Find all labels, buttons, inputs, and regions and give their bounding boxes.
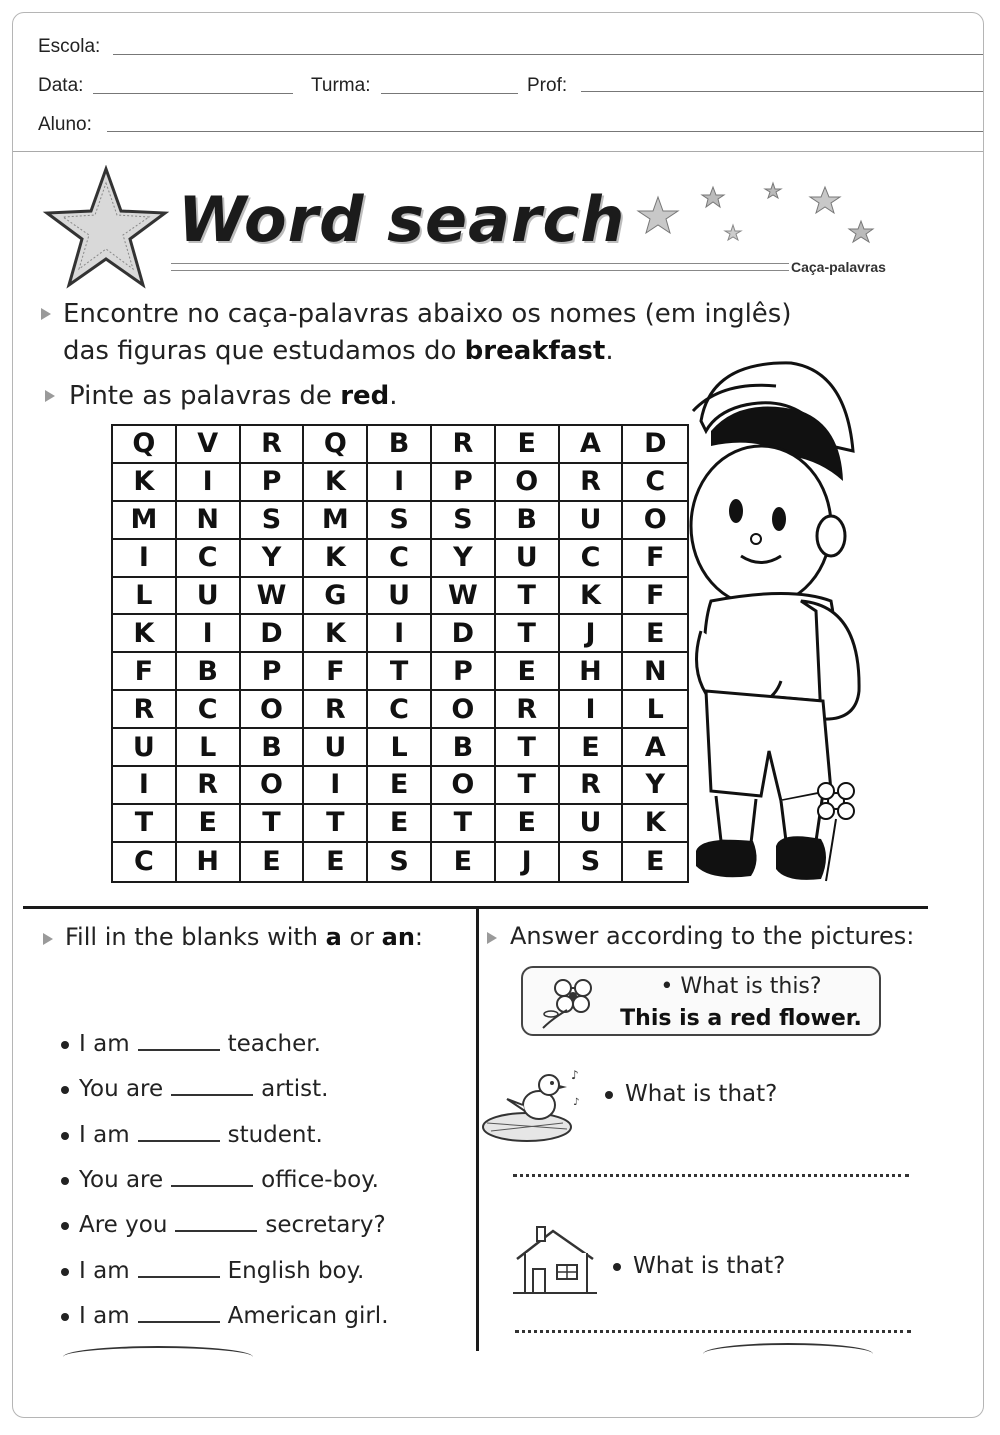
example-question-text: What is this?: [680, 974, 822, 999]
grid-cell[interactable]: D: [241, 615, 305, 653]
boy-illustration-icon: [681, 351, 871, 911]
grid-cell[interactable]: B: [432, 729, 496, 767]
grid-cell[interactable]: L: [177, 729, 241, 767]
grid-cell[interactable]: E: [623, 615, 687, 653]
house-icon: [513, 1225, 597, 1297]
grid-cell[interactable]: F: [623, 578, 687, 616]
fill-heading-text: Fill in the blanks with: [65, 923, 326, 951]
grid-cell[interactable]: C: [368, 540, 432, 578]
fill-item-after: English boy.: [227, 1258, 365, 1284]
grid-cell[interactable]: T: [496, 615, 560, 653]
grid-cell[interactable]: T: [304, 805, 368, 843]
grid-cell[interactable]: B: [496, 502, 560, 540]
example-answer: This is a red flower.: [620, 1006, 862, 1031]
date-field[interactable]: [93, 93, 293, 94]
grid-cell[interactable]: F: [113, 653, 177, 691]
grid-cell[interactable]: R: [177, 767, 241, 805]
grid-cell[interactable]: W: [432, 578, 496, 616]
bird-nest-icon: [477, 1065, 587, 1145]
grid-cell[interactable]: S: [368, 843, 432, 881]
word-search-grid: [111, 424, 689, 883]
grid-cell[interactable]: R: [496, 691, 560, 729]
decorative-curve: [703, 1343, 873, 1365]
grid-cell[interactable]: M: [113, 502, 177, 540]
bullet-dot: [61, 1177, 69, 1185]
grid-cell[interactable]: I: [177, 615, 241, 653]
answer-line-1[interactable]: [513, 1174, 909, 1177]
bullet-dot: [61, 1132, 69, 1140]
worksheet: [12, 12, 984, 1418]
grid-cell[interactable]: S: [368, 502, 432, 540]
grid-cell[interactable]: T: [113, 805, 177, 843]
grid-cell[interactable]: V: [177, 426, 241, 464]
fill-item-before: I am: [79, 1031, 130, 1057]
grid-cell[interactable]: E: [496, 805, 560, 843]
fill-heading-colon: :: [414, 923, 424, 951]
fill-item: [61, 1031, 321, 1057]
grid-cell[interactable]: N: [177, 502, 241, 540]
instruction-line-1: [63, 296, 792, 332]
svg-text:♪: ♪: [573, 1097, 580, 1108]
grid-cell[interactable]: E: [304, 843, 368, 881]
decorative-stars-icon: [633, 181, 933, 271]
fill-item-before: I am: [79, 1258, 130, 1284]
fill-item-before: I am: [79, 1303, 130, 1329]
grid-cell[interactable]: P: [241, 653, 305, 691]
fill-blank[interactable]: [175, 1212, 257, 1232]
example-question: • What is this?: [660, 974, 822, 999]
grid-cell[interactable]: R: [304, 691, 368, 729]
grid-cell[interactable]: Y: [432, 540, 496, 578]
instruction-text-2: das figuras que estudamos do: [63, 336, 465, 366]
fill-section-heading: [65, 923, 423, 951]
page-title: Word search: [178, 183, 626, 256]
grid-cell[interactable]: R: [432, 426, 496, 464]
grid-cell[interactable]: O: [241, 691, 305, 729]
instruction-text-3: Pinte as palavras de: [69, 381, 341, 411]
fill-blank[interactable]: [138, 1122, 220, 1142]
fill-item-before: Are you: [79, 1212, 168, 1238]
bullet-dot: [61, 1313, 69, 1321]
grid-cell[interactable]: T: [496, 578, 560, 616]
bullet-arrow-icon: [41, 308, 51, 320]
grid-cell[interactable]: U: [113, 729, 177, 767]
grid-cell[interactable]: R: [560, 464, 624, 502]
fill-item-before: I am: [79, 1122, 130, 1148]
instruction-text-2-end: .: [605, 336, 614, 366]
grid-cell[interactable]: C: [623, 464, 687, 502]
grid-cell[interactable]: K: [304, 464, 368, 502]
school-label: Escola:: [38, 36, 101, 57]
fill-item: [61, 1303, 389, 1329]
grid-cell[interactable]: W: [241, 578, 305, 616]
fill-blank[interactable]: [138, 1303, 220, 1323]
grid-cell[interactable]: A: [623, 729, 687, 767]
grid-cell[interactable]: E: [496, 653, 560, 691]
grid-cell[interactable]: F: [623, 540, 687, 578]
grid-cell[interactable]: T: [496, 729, 560, 767]
grid-cell[interactable]: H: [560, 653, 624, 691]
grid-cell[interactable]: I: [560, 691, 624, 729]
grid-cell[interactable]: T: [496, 767, 560, 805]
grid-cell[interactable]: E: [241, 843, 305, 881]
grid-cell[interactable]: O: [623, 502, 687, 540]
grid-cell[interactable]: I: [368, 464, 432, 502]
question-2: [613, 1253, 785, 1279]
instruction-text-1: Encontre no caça-palavras abaixo os nomes (em inglês): [63, 299, 792, 329]
question-1-text: What is that?: [625, 1081, 778, 1107]
answer-section-heading: Answer according to the pictures:: [510, 922, 915, 950]
date-label: Data:: [38, 75, 84, 96]
teacher-label: Prof:: [527, 75, 568, 96]
grid-cell[interactable]: R: [560, 767, 624, 805]
grid-cell[interactable]: U: [496, 540, 560, 578]
grid-cell[interactable]: E: [646, 846, 665, 878]
grid-cell[interactable]: H: [177, 843, 241, 881]
grid-cell[interactable]: P: [432, 464, 496, 502]
grid-cell[interactable]: Q: [304, 426, 368, 464]
grid-cell[interactable]: A: [560, 426, 624, 464]
grid-cell[interactable]: C: [177, 691, 241, 729]
fill-item: [61, 1122, 323, 1148]
grid-cell[interactable]: I: [304, 767, 368, 805]
instruction-line-2: [63, 333, 614, 369]
fill-blank[interactable]: [171, 1076, 253, 1096]
fill-heading-a: a: [325, 923, 342, 951]
grid-cell[interactable]: L: [623, 691, 687, 729]
grid-cell[interactable]: D: [432, 615, 496, 653]
title-rule: [171, 263, 789, 271]
student-label: Aluno:: [38, 114, 92, 135]
grid-cell[interactable]: I: [113, 767, 177, 805]
grid-cell[interactable]: C: [560, 540, 624, 578]
grid-cell[interactable]: E: [560, 729, 624, 767]
bullet-dot: [61, 1268, 69, 1276]
grid-cell[interactable]: K: [623, 805, 687, 843]
instruction-text-3-end: .: [389, 381, 398, 411]
grid-cell[interactable]: U: [304, 729, 368, 767]
grid-cell[interactable]: E: [177, 805, 241, 843]
grid-cell[interactable]: P: [241, 464, 305, 502]
fill-item: [61, 1212, 386, 1238]
fill-item: [61, 1167, 379, 1193]
fill-item-after: teacher.: [227, 1031, 321, 1057]
grid-cell[interactable]: K: [113, 464, 177, 502]
grid-cell[interactable]: J: [496, 843, 560, 881]
grid-cell[interactable]: S: [560, 843, 624, 881]
bullet-dot: [605, 1091, 613, 1099]
grid-cell[interactable]: C: [368, 691, 432, 729]
grid-cell[interactable]: M: [304, 502, 368, 540]
grid-cell[interactable]: C: [177, 540, 241, 578]
fill-item-before: You are: [79, 1167, 164, 1193]
grid-cell[interactable]: Y: [623, 767, 687, 805]
grid-cell[interactable]: Y: [241, 540, 305, 578]
grid-cell[interactable]: J: [560, 615, 624, 653]
answer-line-2[interactable]: [515, 1330, 911, 1333]
star-icon: [41, 165, 171, 295]
fill-heading-or: or: [341, 923, 382, 951]
grid-cell[interactable]: K: [304, 540, 368, 578]
bullet-arrow-icon: [487, 932, 497, 944]
student-field[interactable]: [107, 131, 984, 132]
grid-cell[interactable]: F: [304, 653, 368, 691]
svg-text:♪: ♪: [571, 1068, 579, 1082]
grid-cell[interactable]: K: [304, 615, 368, 653]
grid-cell[interactable]: Q: [113, 426, 177, 464]
fill-item-after: office-boy.: [261, 1167, 379, 1193]
grid-cell[interactable]: E: [368, 767, 432, 805]
fill-blank[interactable]: [138, 1031, 220, 1051]
grid-cell[interactable]: K: [113, 615, 177, 653]
grid-cell[interactable]: O: [241, 767, 305, 805]
grid-cell[interactable]: O: [432, 767, 496, 805]
instruction-keyword-breakfast: breakfast: [464, 336, 606, 366]
fill-blank[interactable]: [138, 1258, 220, 1278]
grid-cell[interactable]: C: [113, 843, 177, 881]
instruction-line-3: [69, 378, 398, 414]
grid-cell[interactable]: D: [623, 426, 687, 464]
school-field[interactable]: [113, 54, 984, 55]
grid-cell[interactable]: G: [304, 578, 368, 616]
grid-cell[interactable]: S: [241, 502, 305, 540]
instruction-keyword-red: red: [340, 381, 390, 411]
class-field[interactable]: [381, 93, 518, 94]
grid-cell[interactable]: T: [368, 653, 432, 691]
bullet-arrow-icon: [43, 933, 53, 945]
grid-cell[interactable]: E: [432, 843, 496, 881]
grid-cell[interactable]: B: [368, 426, 432, 464]
grid-cell[interactable]: L: [113, 578, 177, 616]
grid-cell[interactable]: I: [368, 615, 432, 653]
fill-item-after: secretary?: [265, 1212, 386, 1238]
grid-cell[interactable]: T: [432, 805, 496, 843]
fill-item-after: American girl.: [227, 1303, 389, 1329]
question-1: [605, 1081, 777, 1107]
question-2-text: What is that?: [633, 1253, 786, 1279]
grid-cell[interactable]: E: [368, 805, 432, 843]
bullet-arrow-icon: [45, 390, 55, 402]
example-answer-box: [521, 966, 881, 1036]
bullet-dot: [61, 1041, 69, 1049]
grid-cell[interactable]: U: [560, 502, 624, 540]
bullet-dot: [61, 1222, 69, 1230]
grid-cell[interactable]: S: [432, 502, 496, 540]
fill-item-after: student.: [227, 1122, 323, 1148]
header-form: [13, 13, 984, 152]
grid-cell[interactable]: U: [368, 578, 432, 616]
grid-cell[interactable]: L: [368, 729, 432, 767]
grid-cell[interactable]: I: [113, 540, 177, 578]
grid-cell[interactable]: B: [241, 729, 305, 767]
grid-cell[interactable]: P: [432, 653, 496, 691]
grid-cell[interactable]: E: [496, 426, 560, 464]
fill-blank[interactable]: [171, 1167, 253, 1187]
grid-cell[interactable]: U: [177, 578, 241, 616]
grid-cell[interactable]: I: [177, 464, 241, 502]
grid-cell[interactable]: N: [623, 653, 687, 691]
grid-cell[interactable]: T: [241, 805, 305, 843]
grid-cell[interactable]: U: [560, 805, 624, 843]
fill-item-before: You are: [79, 1076, 164, 1102]
bullet-dot: [613, 1263, 621, 1271]
fill-item: [61, 1076, 328, 1102]
class-label: Turma:: [311, 75, 371, 96]
teacher-field[interactable]: [581, 91, 984, 92]
grid-cell[interactable]: B: [177, 653, 241, 691]
grid-cell[interactable]: R: [241, 426, 305, 464]
bullet-dot: [61, 1086, 69, 1094]
grid-cell[interactable]: O: [496, 464, 560, 502]
grid-cell[interactable]: K: [560, 578, 624, 616]
fill-item-after: artist.: [261, 1076, 329, 1102]
page-subtitle: Caça-palavras: [791, 259, 886, 275]
decorative-curve: [63, 1346, 253, 1368]
grid-cell[interactable]: O: [432, 691, 496, 729]
fill-item: [61, 1258, 364, 1284]
grid-cell[interactable]: R: [113, 691, 177, 729]
fill-heading-an: an: [381, 923, 415, 951]
